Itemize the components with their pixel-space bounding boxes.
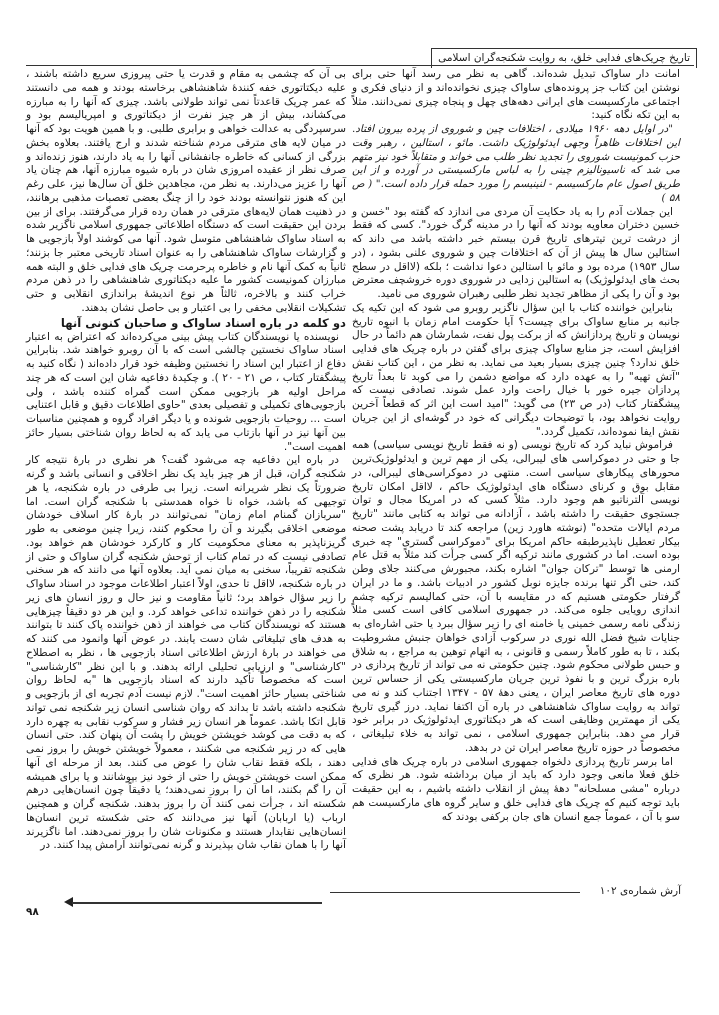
paragraph: امانت دار ساواک تبدیل شده‌اند. گاهی به نظر می رسد آنها حتی برای نوشتن این کتاب جز پرونده‌های ساواک چیزی نخوانده‌اند و از دنیای فکری و اجتماعی مارکسیست های ایرانی دهه‌های چهل و پنجاه چیزی نمی‌دانند. مثلاً به این تکه نگاه کنید:	[352, 68, 680, 122]
paragraph: در باره این دفاعیه چه می‌شود گفت؟ هر نظری در بارۀ نتیجه کار شکنجه گران، قبل از هر چیز باید یک نظر اخلاقی و انسانی باشد و گرنه ضرورتاً یک نظر شریرانه است. زیرا بی طرفی در باره شکنجه، یا هر توجیهی که باشد، خواه نا خواه همدستی با شکنجه گران است. اما "سربازان گمنام امام زمان" نمی‌توانند در بارۀ کار اسلاف خودشان موضعی اخلاقی بگیرند و آن را محکوم کنند، زیرا چنین موضعی به طور گریزناپذیر به معنای محکومیت کار و کارکرد خودشان هم خواهد بود. تصادفی نیست که در تمام کتاب از توحش شکنجه گران ساواک و حتی از شکنجه تقریباً، سخنی به میان نمی آید. بعلاوه آنها می دانند که هر سخنی در باره شکنجه، لااقل تا حدی، اولاً اعتبار اطلاعات موجود در اسناد ساواک را زیر سؤال خواهد برد؛ ثانیاً مقاومت و نیز حال و روز انسان های زیر شکنجه را در ذهن خواننده تداعی خواهد کرد. و این هر دو دقیقاً چیزهایی هستند که نویسندگان کتاب می خواهند از ذهن خواننده پاک کنند تا بتوانند به هدف های تبلیغاتی شان دست یابند. در عوض آنها وانمود می کنند که می خواهند در بارۀ ارزش اطلاعاتی اسناد بازجویی ها ، نظر به اصطلاح "کارشناسی" و ارزیابی تحلیلی ارائه بدهند. و با این نظر "کارشناسی" است که مخصوصاً تأکید دارند که اسناد بازجویی ها "به لحاظ روان شناختی بسیار حائز اهمیت است". لازم نیست آدم تجربه ای از بازجویی و شکنجه داشته باشد تا بداند که روان شناسی انسان زیر شکنجه نمی تواند قابل اتکا باشد. عموماً هر انسان زیر فشار و سرکوب نقابی به چهره دارد که به دقت می کوشد خویشتن خویش را پشت آن پنهان کند. حتی انسان هایی که در زیر شکنجه می شکنند ، معمولاً خویشتن خویش را بروز نمی دهند ، بلکه فقط نقاب شان را عوض می کنند. بعد از مرحله ای آنها ممکن است خویشتن خویش را حتی از خود نیز بپوشانند و یا برای همیشه آن را گم بکنند، اما آن را بروز نمی‌دهند؛ یا دقیقاً چون انسان‌هایی درهم شکسته اند ، جرأت نمی کنند آن را بروز بدهند. شکنجه گران و همچنین ارباب (یا اربابان) آنها نیز می‌دانند که حتی شکسته ترین انسان‌ها انسان‌هایی نقابدار هستند و مکنونات شان را بروز نمی‌دهند. اما ناگزیرند آنها را با همان نقاب شان بپذیرند و گرنه نمی‌توانند آرامش پیدا کنند. در	[26, 454, 346, 852]
footer-rule-arrow-line	[72, 902, 322, 904]
paragraph: نویسنده یا نویسندگان کتاب پیش بینی می‌کرده‌اند که اعتراض به اعتبار اسناد ساواک نخستین چالشی است که با آن روبرو خواهند شد. بنابراین دفاع از اعتبار این اسناد را نخستین وظیفه خود قرار داده‌اند ( نگاه کنید به پیشگفتار کتاب ، ص ۲۱ - ۲۰ ). و چکیدۀ دفاعیه شان این است که هر چند مراحل اولیه هر بازجویی ممکن است گمراه کننده باشد ، ولی بازجویی‌های تکمیلی و تفصیلی بعدی "حاوی اطلاعات دقیق و قابل اعتنایی است ... روحیات بازجویی شونده و یا دیگر افراد گروه و همچنین مناسبات بین آنها نیز در آنها بازتاب می یابد که به لحاظ روان شناختی بسیار حائز اهمیت است".	[26, 330, 347, 453]
page-number: ۹۸	[26, 906, 39, 918]
paragraph: فراموش نباید کرد که تاریخ نویسی (و نه فقط تاریخ نویسی سیاسی) همه جا و حتی در دموکراسی های لیبرالی، یکی از مهم ترین و ایدئولوژیک‌ترین محورهای پیکارهای سیاسی است. منتهی در دموکراسی‌های لیبرالی، در مقابل بوق و کرنای دستگاه های ایدئولوژیک حاکم ، لااقل امکان تاریخ نویسی آلترناتیو هم وجود دارد. مثلاً کسی که در امریکا مجال و توان جستجوی حقیقت را داشته باشد ، آزادانه می تواند به کتابی مانند "تاریخ مردم ایالات متحده" (نوشته هاورد زین) مراجعه کند تا دریابد پشت صحنه بیکار تعطیل ناپذیرطبقه حاکم امریکا برای "دموکراسی گستری" چه خبری بوده است. اما در کشوری مانند ترکیه اگر کسی جرأت کند مثلاً به قتل عام ارمنی ها توسط "ترکان جوان" اشاره بکند، مجبورش می‌کنند جلای وطن کند، حتی اگر تنها برنده جایزه نوبل کشور در ادبیات باشد. و ما در ایران گرفتار حکومتی هستیم که در مقایسه با آن، حتی کمالیسم ترکیه چشم اندازی رویایی جلوه می‌کند. در جمهوری اسلامی کافی است کسی مثلاً زندگی نامه رسمی خمینی یا خامنه ای را زیر سؤال ببرد یا حتی اشاره‌ای به جنایات شیخ فضل الله نوری در سرکوب آزادی خواهان جنبش مشروطیت بکند ، تا به طور کاملاً رسمی و قانونی ، به اتهام توهین به مراجع ، به شلاق و حبس طولانی محکوم شود. چنین حکومتی نه می تواند از تاریخ پردازی در باره بزرگ ترین و با نفوذ ترین جریان مارکسیستی یکی از حساس ترین دوره های تاریخ معاصر ایران ، یعنی دهۀ ۵۷ - ۱۳۴۷ اجتناب کند و نه می تواند به روایت ساواک شاهنشاهی در باره آن اکتفا نماید. درز گیری تاریخ یکی از مهمترین وظایفی است که هر دیکتاتوری ایدئولوژیک در برابر خود قرار می دهد. بنابراین جمهوری اسلامی ، نمی تواند به خلاء تبلیغاتی ، مخصوصاً در حوزه تاریخ معاصر ایران تن در بدهد.	[352, 439, 680, 754]
block-quote: "در اوایل دهه ۱۹۶۰ میلادی ، اختلافات چین و شوروی از پرده بیرون افتاد. این اختلافات ظاهراً وجهی ایدئولوژیک داشت. مائو ، استالین ، رهبر وقت حزب کمونیست شوروی را تجدید نظر طلب می خواند و متقابلاً خود نیز متهم می شد که ناسیونالیزم چینی را به لباس مارکسیستی در آورده و از این طریق اصول عام مارکسیسم - لنینیسم را مورد حمله قرار داده است." ( ص ۵۸ )	[352, 123, 680, 204]
footer-rule	[330, 892, 580, 893]
header-rule	[26, 65, 694, 66]
section-heading: دو کلمه در باره اسناد ساواک و صاحبان کنونی آنها	[60, 315, 346, 330]
paragraph: این جملات آدم را به یاد حکایت آن مردی می اندازد که گفته بود "خسن و خسین دختران معاویه بودند که آنها را در مدینه گرگ خورد". کسی که فقط از درشت ترین تیترهای تاریخ قرن بیستم خبر داشته باشد می داند که استالین سال ها پیش از آن که اختلافات چین و شوروی علنی بشود ، (در سال ۱۹۵۳) مرده بود و مائو با استالین دعوا نداشت ؛ بلکه (لااقل در سطح بحث های ایدئولوژیک) به استالین زدایی در شوروی دوره خروشچف معترض بود و آن را یکی از مظاهر تجدید نظر طلبی رهبران شوروی می نامید.	[352, 205, 680, 300]
issue-label: آرش شماره‌ی ۱۰۲	[599, 885, 681, 897]
paragraph: اما برسر تاریخ پردازی دلخواه جمهوری اسلامی در باره چریک های فدایی خلق فعلا مانعی وجود دارد که باید از میان برداشته شود. هر نظری که درباره "مشی مسلحانه" دهۀ پیش از انقلاب داشته باشیم ، به این حقیقت باید توجه کنیم که چریک های فدایی خلق و سایر گروه های مارکسیست هم سو با آن ، عموماً جمع انسان های جان برکفی بودند که	[352, 755, 680, 823]
right-column	[352, 68, 680, 824]
left-column	[26, 68, 346, 853]
paragraph: بنابراین خواننده کتاب با این سؤال ناگزیر روبرو می شود که این تکیه یک جانبه بر منابع ساواک برای چیست؟ آیا حکومت امام زمان با انبوه تاریخ نویسان و تاریخ پردازانش که از برکت پول نفت، شمارشان هم دائماً در حال افزایش است، جز منابع ساواک چیزی برای گفتن در باره چریک های فدایی خلق ندارد؟ چنین چیزی بسیار بعید می نماید. به نظر من ، این کتاب نقش "آتش تهیه" را به عهده دارد که مواضع دشمن را می کوبد تا بعداً تاریخ پردازان جیره خور با خیال راحت وارد عمل شوند. تصادفی نیست که پیشگفتار کتاب (در ص ۲۳) می گوید: "امید است این اثر که قطعاً آخرین روایت نخواهد بود، با توضیحات دیگرانی که خود در گوشه‌ای از این جریان نقش ایفا نموده‌اند، تکمیل گردد."	[352, 301, 681, 438]
running-head-title: تاریخ چریک‌های فدایی خلق، به روایت شکنجه‌گران اسلامی	[431, 48, 697, 68]
paragraph: بی آن که چشمی به مقام و قدرت یا حتی پیروزی سریع داشته باشند ، علیه دیکتاتوری خفه کنندۀ شاهنشاهی برخاسته بودند و همه می دانستند که عمر چریک قاعدتاً نمی تواند طولانی باشد. چیزی که آنها را به مبارزه می‌کشاند، بیش از هر چیز نفرت از دیکتاتوری و امپریالیسم بود و سرسپردگی به عدالت خواهی و برابری طلبی. و با همین هویت بود که آنها در میان لایه های مترقی مردم شناخته شدند و ارج یافتند. بعلاوه بخش بزرگی از کسانی که خاطره جانفشانی آنها را به یاد دارند، هنوز زنده‌اند و صرف نظر از عقیده امروزی شان در باره شیوه مبارزه آنها، هم چنان یاد آنها را عزیز می‌دارند. به نظر من، مجاهدین خلق آن سال‌ها نیز، علی رغم این که هنوز نتوانسته بودند خود را از چنگ بعضی تعصبات مذهبی برهانند، در ذهنیت همان لایه‌های مترقی در همان رده قرار می‌گرفتند. برای از بین بردن این حقیقت است که دستگاه اطلاعاتی جمهوری اسلامی ناگزیر شده به اسناد ساواک شاهنشاهی متوسل شود. آنها می کوشند اولاً بازجویی ها و گزارشات ساواک شاهنشاهی را به عنوان اسناد تاریخی معتبر جا بزنند؛ ثانیاً به کمک آنها نام و خاطره پرحرمت چریک های فدایی خلق و البته همه مبارزان کمونیست کشور ما علیه دیکتاتوری شاهنشاهی را در ذهن مردم خراب کنند و بالاخره، ثالثاً هر نوع اندیشۀ براندازی انقلابی و حتی تشکیلات انقلابی مخفی را بی اعتبار و بی حاصل نشان بدهند.	[26, 68, 346, 314]
